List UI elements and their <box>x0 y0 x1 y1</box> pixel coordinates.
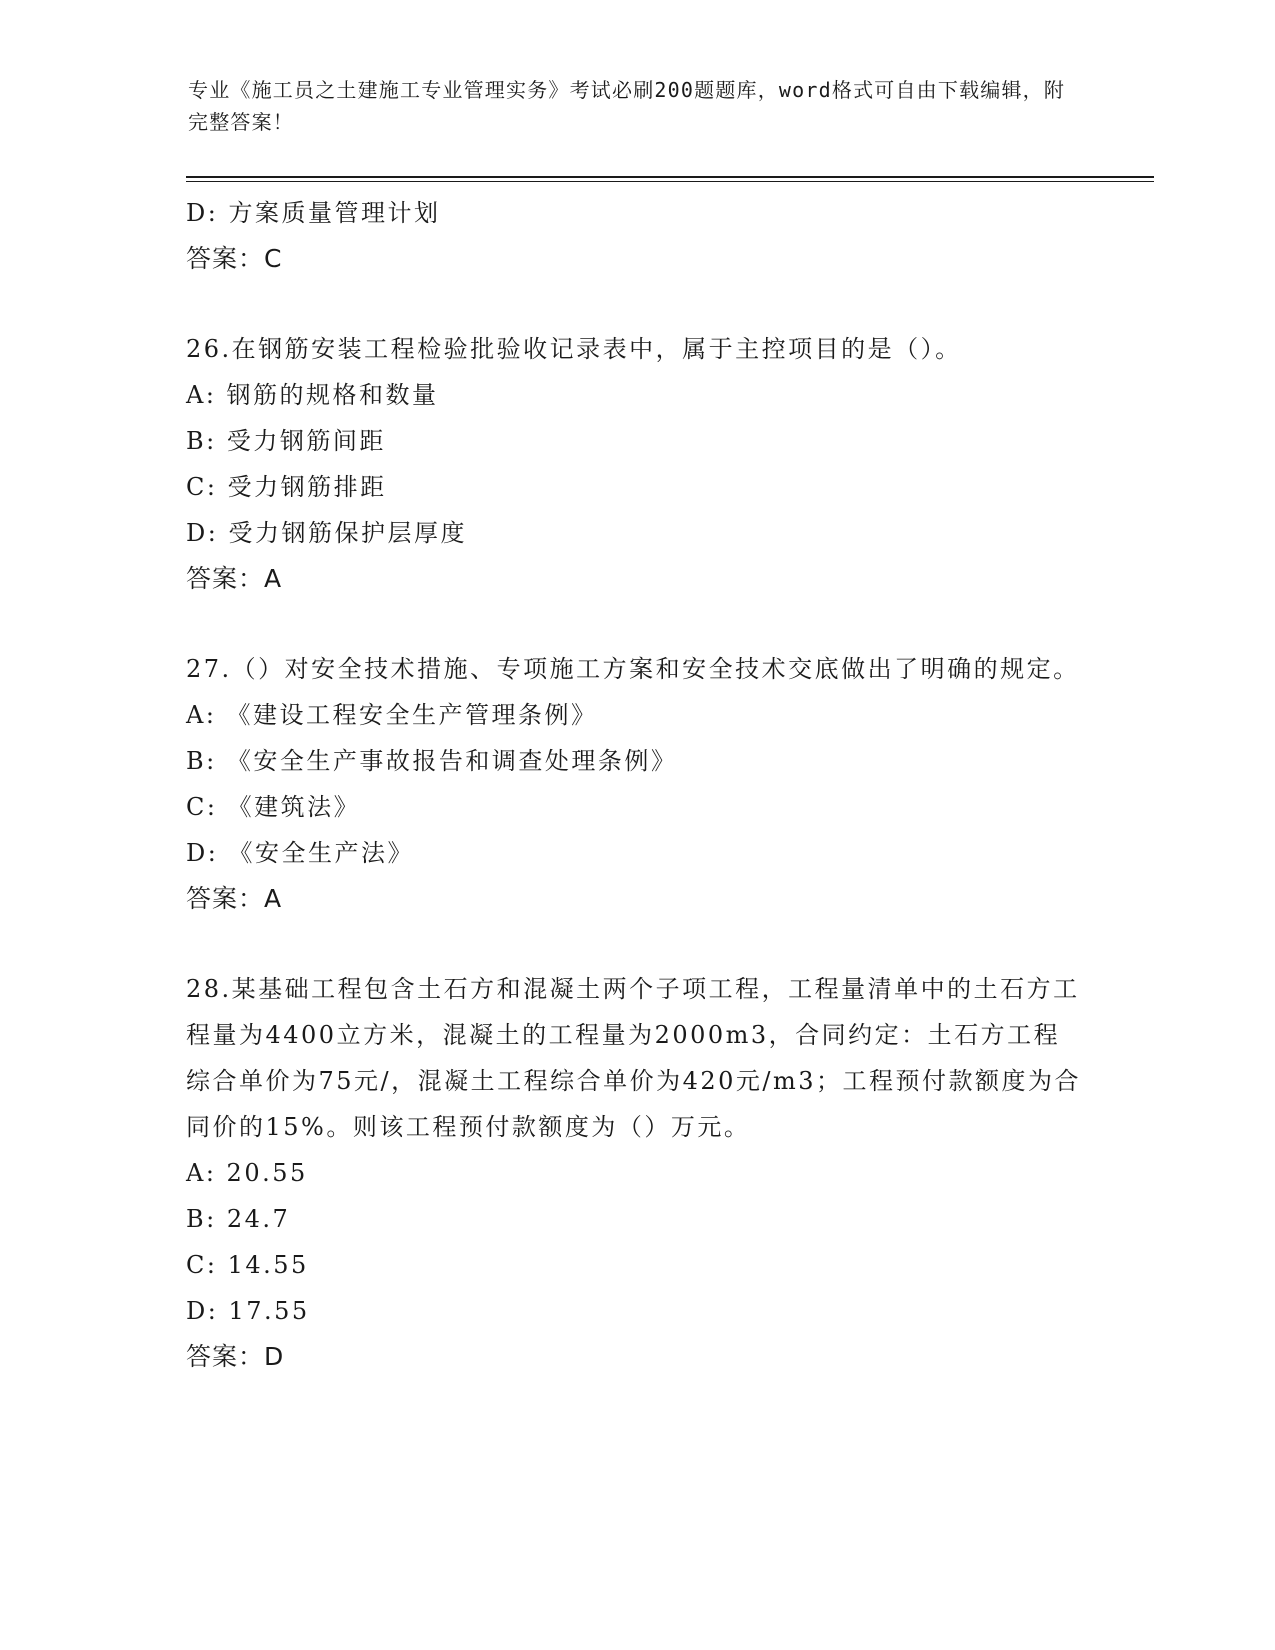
header-divider-thin <box>186 181 1154 182</box>
spacer <box>186 922 1086 966</box>
q26-answer: 答案：A <box>186 564 283 593</box>
q26-option-a: A: 钢筋的规格和数量 <box>186 381 439 409</box>
q25-answer: 答案：C <box>186 244 283 273</box>
q28-answer: 答案：D <box>186 1342 285 1371</box>
spacer <box>186 602 1086 646</box>
q27-stem: 27.（）对安全技术措施、专项施工方案和安全技术交底做出了明确的规定。 <box>186 655 1080 683</box>
q28-option-c: C: 14.55 <box>186 1251 309 1279</box>
q28-stem: 28.某基础工程包含土石方和混凝土两个子项工程，工程量清单中的土石方工程量为4400立方米，混凝土的工程量为2000m3，合同约定：土石方工程综合单价为75元/，混凝土工程综合单价为420元/m3；工程预付款额度为合同价的15%。则该工程预付款额度为（）万元。 <box>186 975 1082 1141</box>
q27-option-d: D: 《安全生产法》 <box>186 839 414 867</box>
q26-option-d: D: 受力钢筋保护层厚度 <box>186 519 467 547</box>
q27-option-a: A: 《建设工程安全生产管理条例》 <box>186 701 598 729</box>
q28-option-b: B: 24.7 <box>186 1205 291 1233</box>
document-header: 专业《施工员之土建施工专业管理实务》考试必刷200题题库，word格式可自由下载编辑，附完整答案！ <box>188 78 1066 134</box>
q26-option-b: B: 受力钢筋间距 <box>186 427 386 455</box>
q26-option-c: C: 受力钢筋排距 <box>186 473 387 501</box>
header-divider-thick <box>186 176 1154 178</box>
q28-option-a: A: 20.55 <box>186 1159 308 1187</box>
q25-option-d: D: 方案质量管理计划 <box>186 199 441 227</box>
q27-option-b: B: 《安全生产事故报告和调查处理条例》 <box>186 747 678 775</box>
q27-option-c: C: 《建筑法》 <box>186 793 361 821</box>
q27-answer: 答案：A <box>186 884 283 913</box>
q26-stem: 26.在钢筋安装工程检验批验收记录表中，属于主控项目的是（）。 <box>186 335 962 363</box>
spacer <box>186 282 1086 326</box>
q28-option-d: D: 17.55 <box>186 1297 310 1325</box>
question-content <box>186 190 1086 1380</box>
